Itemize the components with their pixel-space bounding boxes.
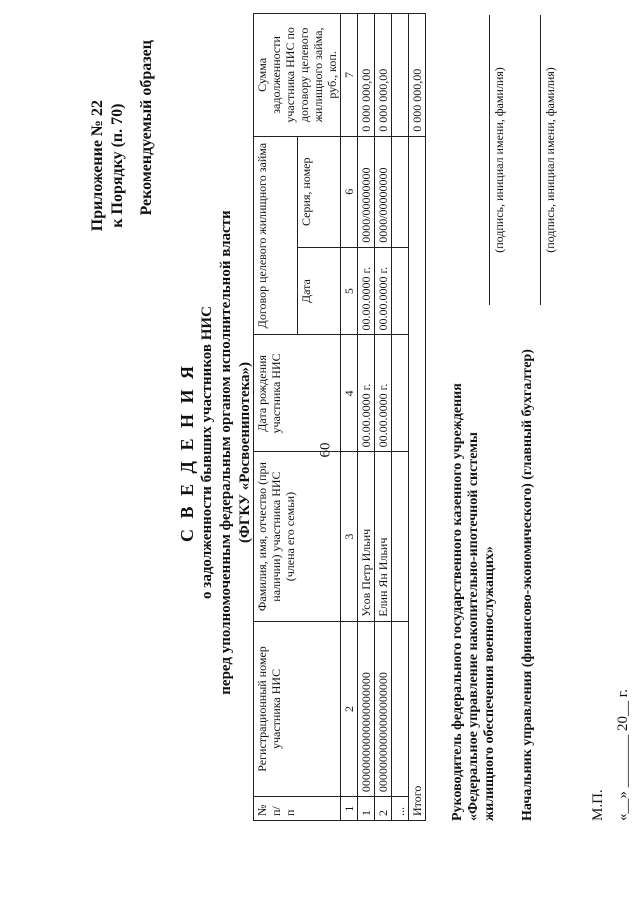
header-loan-series: Серия, номер <box>297 136 341 247</box>
col-number: 2 <box>341 621 358 796</box>
appendix-line-1: Приложение № 22 <box>89 100 106 232</box>
total-label: Итого <box>409 136 426 820</box>
header-reg-number: Регистрационный номер участника НИС <box>254 621 341 796</box>
chief-accountant-title: Начальник управления (финансово-экономического) (главный бухгалтер) <box>520 349 535 821</box>
head-title-line-3: жилищного обеспечения военнослужащих» <box>482 546 497 821</box>
signature-caption-head: (подпись, инициал имени, фамилия) <box>492 67 506 253</box>
cell-birth: 00.00.0000 г. <box>358 335 375 452</box>
total-row <box>409 14 426 821</box>
head-title-line-1: Руководитель федерального государственного казенного учреждения <box>450 383 465 821</box>
cell-birth: 00.00.0000 г. <box>375 335 392 452</box>
cell-reg <box>392 621 409 796</box>
col-number: 6 <box>341 136 358 247</box>
cell-fio <box>392 452 409 621</box>
cell-debt <box>392 14 409 137</box>
cell-date <box>392 247 409 335</box>
page-number: 60 <box>317 442 334 458</box>
cell-series <box>392 136 409 247</box>
head-title-line-2: «Федеральное управление накопительно-ипотечной системы <box>466 432 481 821</box>
column-number-row <box>341 14 358 821</box>
col-number: 5 <box>341 247 358 335</box>
cell-reg: 00000000000000000000 <box>358 621 375 796</box>
title-line-4: (ФГКУ «Росвоенипотека») <box>237 361 253 544</box>
cell-reg: 00000000000000000000 <box>375 621 392 796</box>
header-loan-contract: Договор целевого жилищного займа <box>254 136 298 335</box>
title-line-3: перед уполномоченным федеральным органом исполнительной власти <box>218 210 234 695</box>
seal-placeholder: М.П. <box>590 789 606 821</box>
header-birth-date: Дата рождения участника НИС <box>254 335 341 452</box>
document-title <box>176 0 255 905</box>
cell-debt: 0 000 000,00 <box>358 14 375 137</box>
debt-table <box>253 13 426 821</box>
cell-series: 0000/00000000 <box>375 136 392 247</box>
col-number: 7 <box>341 14 358 137</box>
table-header-row <box>254 14 298 821</box>
col-number: 4 <box>341 335 358 452</box>
title-main: С В Е Д Е Н И Я <box>177 363 197 542</box>
appendix-line-2: к Порядку (п. 70) <box>109 103 126 228</box>
cell-birth <box>392 335 409 452</box>
header-num: № п/п <box>254 797 341 821</box>
header-fio: Фамилия, имя, отчество (при наличии) участника НИС (члена его семьи) <box>254 452 341 621</box>
table-row <box>358 14 375 821</box>
appendix-header <box>88 100 128 231</box>
cell-date: 00.00.0000 г. <box>375 247 392 335</box>
date-line: «__» _______ 20__ г. <box>615 689 631 821</box>
signature-line-chief <box>540 15 541 305</box>
cell-fio: Елин Ян Ильич <box>375 452 392 621</box>
sample-label: Рекомендуемый образец <box>138 40 155 216</box>
header-loan-date: Дата <box>297 247 341 335</box>
cell-num: 1 <box>358 797 375 821</box>
signature-block <box>450 349 536 821</box>
header-debt-sum: Сумма задолженности участника НИС по договору целевого жилищного займа, руб., коп. <box>254 14 341 137</box>
signature-caption-chief: (подпись, инициал имени, фамилия) <box>543 67 557 253</box>
signature-line-head <box>489 15 490 305</box>
total-value: 0 000 000,00 <box>409 14 426 137</box>
cell-num: 2 <box>375 797 392 821</box>
title-line-2: о задолженности бывших участников НИС <box>199 306 215 599</box>
col-number: 1 <box>341 797 358 821</box>
cell-fio: Усов Петр Ильич <box>358 452 375 621</box>
cell-num: ... <box>392 797 409 821</box>
table-row <box>375 14 392 821</box>
cell-series: 0000/00000000 <box>358 136 375 247</box>
cell-debt: 0 000 000,00 <box>375 14 392 137</box>
col-number: 3 <box>341 452 358 621</box>
cell-date: 00.00.0000 г. <box>358 247 375 335</box>
table-row <box>392 14 409 821</box>
